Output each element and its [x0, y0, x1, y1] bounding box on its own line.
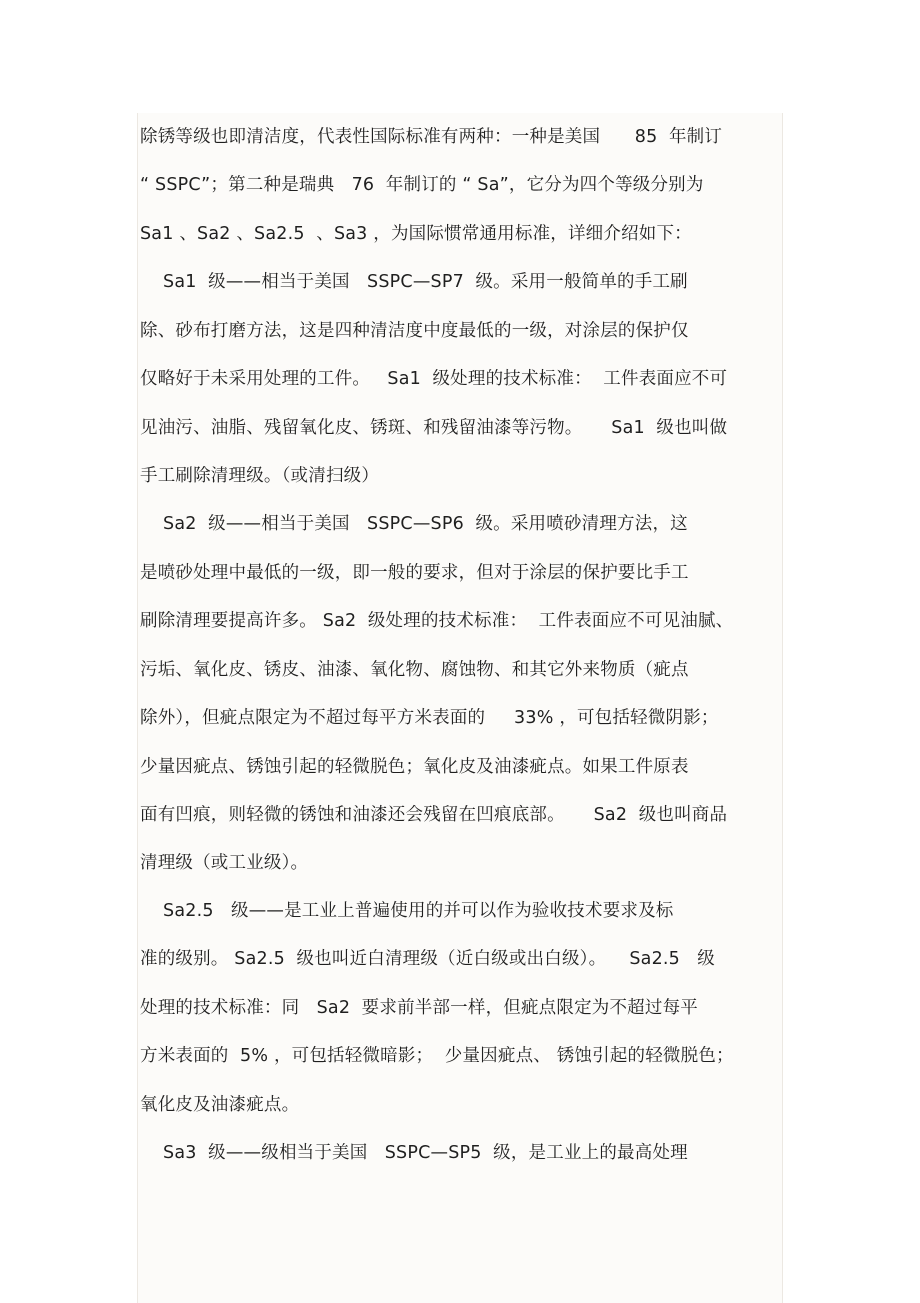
paragraph-sa25-line-5: 氧化皮及油漆疵点。: [140, 1095, 300, 1115]
text-line-3: Sa1 、Sa2 、Sa2.5 、Sa3 ，为国际惯常通用标准，详细介绍如下：: [140, 224, 692, 244]
paragraph-sa2-line-7: 面有凹痕，则轻微的锈蚀和油漆还会残留在凹痕底部。 Sa2 级也叫商品: [140, 805, 728, 825]
paragraph-sa25-line-1: Sa2.5 级——是工业上普遍使用的并可以作为验收技术要求及标: [140, 901, 674, 921]
text-line-2: “ SSPC”；第二种是瑞典 76 年制订的 “ Sa”，它分为四个等级分别为: [140, 175, 704, 195]
paragraph-sa2-line-3: 刷除清理要提高许多。 Sa2 级处理的技术标准： 工件表面应不可见油腻、: [140, 611, 734, 631]
paragraph-sa2-line-8: 清理级（或工业级）。: [140, 853, 309, 873]
paragraph-sa25-line-2: 准的级别。 Sa2.5 级也叫近白清理级（近白级或出白级）。 Sa2.5 级: [140, 949, 716, 969]
paragraph-sa3-line-1: Sa3 级——级相当于美国 SSPC—SP5 级，是工业上的最高处理: [140, 1143, 688, 1163]
paragraph-sa1-line-3: 仅略好于未采用处理的工件。 Sa1 级处理的技术标准： 工件表面应不可: [140, 369, 728, 389]
paragraph-sa2-line-1: Sa2 级——相当于美国 SSPC—SP6 级。采用喷砂清理方法，这: [140, 514, 688, 534]
paragraph-sa2-line-2: 是喷砂处理中最低的一级，即一般的要求，但对于涂层的保护要比手工: [140, 563, 689, 583]
text-line-1: 除锈等级也即清洁度，代表性国际标准有两种：一种是美国 85 年制订: [140, 127, 723, 147]
paragraph-sa2-line-5: 除外），但疵点限定为不超过每平方米表面的 33% ，可包括轻微阴影；: [140, 708, 719, 728]
paragraph-sa1-line-5: 手工刷除清理级。（或清扫级）: [140, 466, 380, 486]
paragraph-sa25-line-3: 处理的技术标准：同 Sa2 要求前半部一样，但疵点限定为不超过每平: [140, 998, 698, 1018]
paragraph-sa1-line-1: Sa1 级——相当于美国 SSPC—SP7 级。采用一般简单的手工刷: [140, 272, 688, 292]
paragraph-sa1-line-2: 除、砂布打磨方法，这是四种清洁度中度最低的一级，对涂层的保护仅: [140, 321, 689, 341]
paragraph-sa25-line-4: 方米表面的 5% ，可包括轻微暗影； 少量因疵点、 锈蚀引起的轻微脱色；: [140, 1046, 734, 1066]
paragraph-sa1-line-4: 见油污、油脂、残留氧化皮、锈斑、和残留油漆等污物。 Sa1 级也叫做: [140, 418, 728, 438]
paragraph-sa2-line-6: 少量因疵点、锈蚀引起的轻微脱色；氧化皮及油漆疵点。如果工件原表: [140, 757, 689, 777]
paragraph-sa2-line-4: 污垢、氧化皮、锈皮、油漆、氧化物、腐蚀物、和其它外来物质（疵点: [140, 660, 689, 680]
